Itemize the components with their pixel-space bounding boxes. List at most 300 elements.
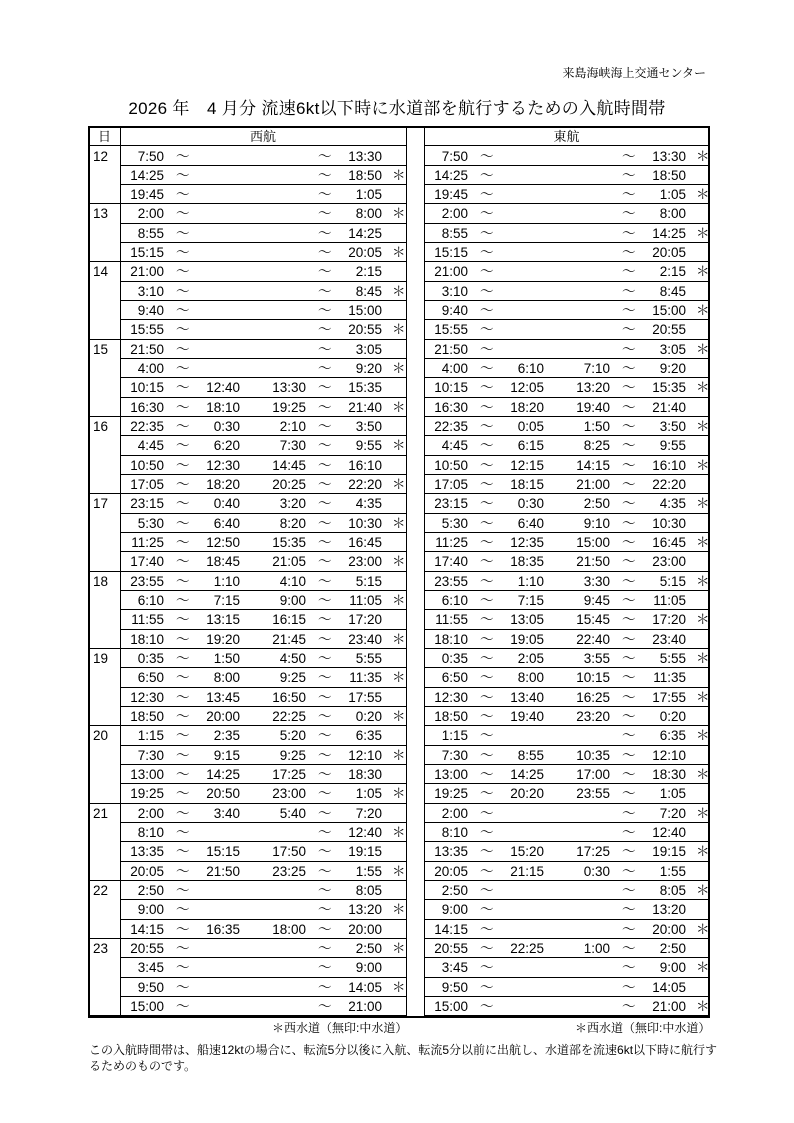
east-end-time: 20:55 — [652, 322, 686, 338]
west-start-time-2: 17:50 — [272, 844, 306, 860]
west-start-time-2: 5:20 — [279, 728, 306, 744]
tilde: ～ — [480, 303, 494, 319]
east-end-time-1: 22:25 — [510, 941, 544, 957]
tilde: ～ — [318, 960, 332, 976]
west-start-time: 22:35 — [130, 419, 164, 435]
tilde: ～ — [480, 399, 494, 415]
west-end-time: 18:30 — [348, 767, 382, 783]
west-channel-star: ＊ — [392, 902, 406, 918]
east-start-time: 18:10 — [434, 631, 468, 647]
tilde: ～ — [622, 844, 636, 860]
east-end-time: 14:05 — [652, 979, 686, 995]
west-channel-star: ＊ — [392, 399, 406, 415]
east-end-time-1: 7:15 — [517, 593, 544, 609]
west-start-time: 21:50 — [130, 341, 164, 357]
west-end-time-1: 1:50 — [213, 651, 240, 667]
west-start-time-2: 3:20 — [279, 496, 306, 512]
west-start-time: 17:05 — [130, 477, 164, 493]
tilde: ～ — [176, 573, 190, 589]
west-channel-star: ＊ — [696, 187, 710, 203]
west-start-time: 3:45 — [137, 960, 164, 976]
west-start-time: 13:35 — [130, 844, 164, 860]
tilde: ～ — [176, 825, 190, 841]
tilde: ～ — [176, 844, 190, 860]
west-end-time: 5:55 — [355, 651, 382, 667]
west-channel-star: ＊ — [696, 225, 710, 241]
tilde: ～ — [480, 960, 494, 976]
tilde: ～ — [318, 457, 332, 473]
east-end-time: 12:40 — [652, 825, 686, 841]
east-end-time-1: 2:05 — [517, 651, 544, 667]
west-end-time: 12:40 — [348, 825, 382, 841]
tilde: ～ — [480, 631, 494, 647]
tilde: ～ — [480, 264, 494, 280]
east-end-time-1: 18:20 — [510, 399, 544, 415]
west-end-time-1: 12:50 — [206, 535, 240, 551]
tilde: ～ — [480, 341, 494, 357]
tilde: ～ — [622, 979, 636, 995]
west-channel-star: ＊ — [696, 767, 710, 783]
west-start-time: 2:00 — [137, 206, 164, 222]
east-start-time-2: 21:50 — [576, 554, 610, 570]
west-end-time-1: 3:40 — [213, 805, 240, 821]
east-end-time-1: 12:35 — [510, 535, 544, 551]
tilde: ～ — [480, 805, 494, 821]
west-start-time: 9:50 — [137, 979, 164, 995]
east-end-time: 20:00 — [652, 921, 686, 937]
schedule-table — [89, 127, 709, 1017]
tilde: ～ — [622, 825, 636, 841]
west-end-time-1: 18:45 — [206, 554, 240, 570]
tilde: ～ — [318, 786, 332, 802]
tilde: ～ — [480, 844, 494, 860]
east-end-time-1: 13:40 — [510, 689, 544, 705]
tilde: ～ — [480, 457, 494, 473]
tilde: ～ — [176, 767, 190, 783]
west-start-time: 6:50 — [137, 670, 164, 686]
east-end-time: 11:05 — [653, 593, 686, 609]
tilde: ～ — [318, 902, 332, 918]
west-start-time: 18:10 — [130, 631, 164, 647]
west-start-time-2: 20:25 — [272, 477, 306, 493]
west-end-time: 2:15 — [355, 264, 382, 280]
east-end-time: 4:35 — [659, 496, 686, 512]
east-end-time-1: 6:40 — [517, 515, 544, 531]
west-end-time-1: 13:15 — [206, 612, 240, 628]
west-channel-star: ＊ — [392, 747, 406, 763]
west-start-time-2: 19:25 — [272, 399, 306, 415]
tilde: ～ — [176, 960, 190, 976]
table-border — [88, 126, 710, 1018]
tilde: ～ — [480, 438, 494, 454]
legend-east: ＊西水道（無印:中水道） — [575, 1021, 711, 1035]
west-end-time-1: 6:20 — [213, 438, 240, 454]
west-channel-star: ＊ — [392, 245, 406, 261]
east-start-time: 21:00 — [434, 264, 468, 280]
tilde: ～ — [480, 825, 494, 841]
west-channel-star: ＊ — [696, 999, 710, 1015]
west-end-time: 4:35 — [355, 496, 382, 512]
tilde: ～ — [622, 767, 636, 783]
west-start-time-2: 16:50 — [272, 689, 306, 705]
west-channel-star: ＊ — [696, 651, 710, 667]
tilde: ～ — [480, 999, 494, 1015]
tilde: ～ — [176, 979, 190, 995]
east-start-time-2: 3:55 — [583, 651, 610, 667]
east-start-time: 19:45 — [434, 187, 468, 203]
west-end-time: 21:00 — [348, 999, 382, 1015]
tilde: ～ — [176, 361, 190, 377]
west-start-time: 18:50 — [130, 709, 164, 725]
tilde: ～ — [622, 670, 636, 686]
tilde: ～ — [176, 167, 190, 183]
west-end-time: 1:05 — [355, 187, 382, 203]
west-end-time-1: 0:40 — [213, 496, 240, 512]
tilde: ～ — [622, 206, 636, 222]
tilde: ～ — [318, 515, 332, 531]
east-start-time: 2:00 — [441, 805, 468, 821]
west-end-time: 15:00 — [348, 303, 382, 319]
east-end-time-1: 12:05 — [510, 380, 544, 396]
west-start-time: 15:15 — [130, 245, 164, 261]
tilde: ～ — [622, 187, 636, 203]
west-start-time: 17:40 — [130, 554, 164, 570]
west-end-time: 9:55 — [355, 438, 382, 454]
east-start-time: 3:10 — [441, 283, 468, 299]
tilde: ～ — [480, 747, 494, 763]
tilde: ～ — [176, 535, 190, 551]
tilde: ～ — [318, 689, 332, 705]
tilde: ～ — [622, 245, 636, 261]
west-channel-star: ＊ — [392, 670, 406, 686]
tilde: ～ — [318, 709, 332, 725]
west-channel-star: ＊ — [392, 979, 406, 995]
tilde: ～ — [480, 863, 494, 879]
west-channel-star: ＊ — [392, 283, 406, 299]
west-channel-star: ＊ — [392, 477, 406, 493]
tilde: ～ — [622, 399, 636, 415]
tilde: ～ — [622, 902, 636, 918]
west-start-time-2: 16:15 — [272, 612, 306, 628]
tilde: ～ — [176, 554, 190, 570]
west-start-time: 5:30 — [137, 515, 164, 531]
west-start-time: 3:10 — [137, 283, 164, 299]
west-end-time-1: 20:50 — [206, 786, 240, 802]
west-start-time-2: 13:30 — [272, 380, 306, 396]
east-end-time: 20:05 — [652, 245, 686, 261]
east-start-time: 6:10 — [441, 593, 468, 609]
west-channel-star: ＊ — [696, 535, 710, 551]
east-start-time: 22:35 — [434, 419, 468, 435]
west-channel-star: ＊ — [696, 612, 710, 628]
tilde: ～ — [480, 515, 494, 531]
west-end-time: 17:20 — [348, 612, 382, 628]
east-end-time-1: 21:15 — [510, 863, 544, 879]
west-start-time: 20:05 — [130, 863, 164, 879]
tilde: ～ — [480, 148, 494, 164]
west-start-time: 4:45 — [137, 438, 164, 454]
tilde: ～ — [176, 612, 190, 628]
west-start-time: 8:55 — [137, 225, 164, 241]
tilde: ～ — [480, 902, 494, 918]
east-end-time-1: 14:25 — [510, 767, 544, 783]
tilde: ～ — [622, 805, 636, 821]
tilde: ～ — [622, 515, 636, 531]
east-end-time: 15:35 — [652, 380, 686, 396]
tilde: ～ — [480, 187, 494, 203]
tilde: ～ — [318, 747, 332, 763]
tilde: ～ — [622, 689, 636, 705]
east-start-time-2: 14:15 — [576, 457, 610, 473]
east-end-time-1: 19:05 — [510, 631, 544, 647]
west-start-time-2: 23:25 — [272, 863, 306, 879]
east-end-time-1: 19:40 — [510, 709, 544, 725]
west-end-time: 7:20 — [355, 805, 382, 821]
east-start-time-2: 2:50 — [583, 496, 610, 512]
east-end-time-1: 18:35 — [510, 554, 544, 570]
tilde: ～ — [176, 322, 190, 338]
tilde: ～ — [480, 979, 494, 995]
tilde: ～ — [318, 921, 332, 937]
west-end-time: 12:10 — [348, 747, 382, 763]
tilde: ～ — [176, 999, 190, 1015]
west-start-time: 6:10 — [137, 593, 164, 609]
tilde: ～ — [480, 225, 494, 241]
tilde: ～ — [622, 477, 636, 493]
west-end-time-1: 13:45 — [206, 689, 240, 705]
west-end-time-1: 19:20 — [206, 631, 240, 647]
tilde: ～ — [318, 844, 332, 860]
tilde: ～ — [622, 225, 636, 241]
west-end-time: 8:05 — [355, 883, 382, 899]
west-start-time-2: 17:25 — [272, 767, 306, 783]
tilde: ～ — [622, 941, 636, 957]
day-number: 21 — [93, 805, 109, 821]
east-start-time: 16:30 — [434, 399, 468, 415]
tilde: ～ — [318, 438, 332, 454]
tilde: ～ — [622, 438, 636, 454]
east-end-time: 7:20 — [659, 805, 686, 821]
east-end-time: 16:45 — [652, 535, 686, 551]
tilde: ～ — [480, 921, 494, 937]
east-start-time-2: 1:00 — [583, 941, 610, 957]
east-start-time: 23:55 — [434, 573, 468, 589]
west-end-time: 20:00 — [348, 921, 382, 937]
tilde: ～ — [480, 612, 494, 628]
tilde: ～ — [622, 341, 636, 357]
tilde: ～ — [480, 322, 494, 338]
west-end-time: 17:55 — [348, 689, 382, 705]
east-start-time: 13:35 — [434, 844, 468, 860]
tilde: ～ — [176, 399, 190, 415]
tilde: ～ — [318, 496, 332, 512]
tilde: ～ — [480, 554, 494, 570]
tilde: ～ — [622, 322, 636, 338]
west-end-time: 3:05 — [355, 341, 382, 357]
header-day: 日 — [89, 127, 120, 146]
east-start-time: 4:00 — [441, 361, 468, 377]
east-start-time-2: 22:40 — [576, 631, 610, 647]
west-start-time-2: 15:35 — [272, 535, 306, 551]
tilde: ～ — [318, 883, 332, 899]
tilde: ～ — [480, 535, 494, 551]
west-start-time-2: 9:25 — [279, 747, 306, 763]
west-end-time: 11:05 — [349, 593, 382, 609]
east-end-time-1: 18:15 — [510, 477, 544, 493]
tilde: ～ — [318, 303, 332, 319]
west-channel-star: ＊ — [392, 786, 406, 802]
east-start-time: 20:05 — [434, 863, 468, 879]
west-start-time-2: 4:10 — [279, 573, 306, 589]
day-number: 17 — [93, 496, 109, 512]
east-start-time-2: 15:45 — [576, 612, 610, 628]
west-channel-star: ＊ — [696, 148, 710, 164]
west-end-time-1: 6:40 — [213, 515, 240, 531]
tilde: ～ — [622, 419, 636, 435]
header-east: 東航 — [424, 127, 709, 146]
west-end-time: 11:35 — [349, 670, 382, 686]
east-end-time: 8:00 — [659, 206, 686, 222]
east-end-time: 23:00 — [652, 554, 686, 570]
west-channel-star: ＊ — [392, 206, 406, 222]
tilde: ～ — [622, 573, 636, 589]
east-end-time: 1:05 — [659, 187, 686, 203]
tilde: ～ — [176, 496, 190, 512]
tilde: ～ — [176, 283, 190, 299]
east-start-time: 14:15 — [434, 921, 468, 937]
west-channel-star: ＊ — [696, 380, 710, 396]
east-start-time: 14:25 — [434, 167, 468, 183]
west-channel-star: ＊ — [392, 167, 406, 183]
tilde: ～ — [318, 264, 332, 280]
east-end-time: 13:30 — [652, 148, 686, 164]
tilde: ～ — [176, 689, 190, 705]
west-channel-star: ＊ — [696, 689, 710, 705]
east-start-time: 2:00 — [441, 206, 468, 222]
west-start-time: 11:25 — [131, 535, 164, 551]
tilde: ～ — [318, 767, 332, 783]
west-end-time: 21:40 — [348, 399, 382, 415]
legend-west: ＊西水道（無印:中水道） — [272, 1021, 408, 1035]
west-end-time-1: 7:15 — [213, 593, 240, 609]
header-west: 西航 — [120, 127, 406, 146]
west-end-time: 19:15 — [348, 844, 382, 860]
tilde: ～ — [318, 148, 332, 164]
west-start-time: 14:15 — [130, 921, 164, 937]
west-end-time: 14:25 — [348, 225, 382, 241]
east-end-time: 6:35 — [659, 728, 686, 744]
tilde: ～ — [318, 863, 332, 879]
day-number: 13 — [93, 206, 109, 222]
west-end-time-1: 14:25 — [206, 767, 240, 783]
west-channel-star: ＊ — [696, 921, 710, 937]
tilde: ～ — [176, 670, 190, 686]
tilde: ～ — [176, 225, 190, 241]
east-end-time: 19:15 — [652, 844, 686, 860]
west-channel-star: ＊ — [696, 496, 710, 512]
west-end-time-1: 20:00 — [206, 709, 240, 725]
tilde: ～ — [318, 612, 332, 628]
east-end-time: 14:25 — [652, 225, 686, 241]
east-start-time-2: 3:30 — [583, 573, 610, 589]
day-number: 22 — [93, 883, 109, 899]
west-end-time: 9:00 — [355, 960, 382, 976]
tilde: ～ — [318, 651, 332, 667]
west-channel-star: ＊ — [696, 805, 710, 821]
west-channel-star: ＊ — [392, 825, 406, 841]
tilde: ～ — [176, 148, 190, 164]
west-end-time-1: 18:10 — [206, 399, 240, 415]
tilde: ～ — [318, 670, 332, 686]
west-end-time: 8:45 — [355, 283, 382, 299]
east-end-time: 11:35 — [653, 670, 686, 686]
east-end-time-1: 13:05 — [510, 612, 544, 628]
west-end-time: 2:50 — [355, 941, 382, 957]
west-start-time-2: 21:05 — [272, 554, 306, 570]
east-end-time-1: 6:15 — [517, 438, 544, 454]
tilde: ～ — [176, 419, 190, 435]
west-end-time: 16:45 — [348, 535, 382, 551]
tilde: ～ — [480, 573, 494, 589]
tilde: ～ — [622, 554, 636, 570]
west-end-time: 13:20 — [348, 902, 382, 918]
west-start-time-2: 2:10 — [279, 419, 306, 435]
west-start-time: 12:30 — [130, 689, 164, 705]
west-end-time: 1:05 — [355, 786, 382, 802]
east-end-time: 21:00 — [652, 999, 686, 1015]
east-end-time: 9:55 — [659, 438, 686, 454]
tilde: ～ — [318, 167, 332, 183]
tilde: ～ — [176, 902, 190, 918]
west-end-time-1: 9:15 — [213, 747, 240, 763]
west-channel-star: ＊ — [392, 941, 406, 957]
tilde: ～ — [622, 535, 636, 551]
east-end-time: 10:30 — [652, 515, 686, 531]
west-end-time-1: 15:15 — [206, 844, 240, 860]
tilde: ～ — [318, 361, 332, 377]
west-start-time: 21:00 — [130, 264, 164, 280]
east-start-time: 20:55 — [434, 941, 468, 957]
tilde: ～ — [318, 941, 332, 957]
east-end-time-1: 6:10 — [517, 361, 544, 377]
west-channel-star: ＊ — [392, 709, 406, 725]
east-start-time: 12:30 — [434, 689, 468, 705]
tilde: ～ — [622, 631, 636, 647]
tilde: ～ — [318, 535, 332, 551]
east-end-time-1: 12:15 — [510, 457, 544, 473]
tilde: ～ — [176, 341, 190, 357]
tilde: ～ — [176, 805, 190, 821]
tilde: ～ — [622, 593, 636, 609]
west-start-time: 13:00 — [130, 767, 164, 783]
tilde: ～ — [176, 786, 190, 802]
west-channel-star: ＊ — [696, 341, 710, 357]
tilde: ～ — [318, 225, 332, 241]
west-end-time: 10:30 — [348, 515, 382, 531]
tilde: ～ — [622, 960, 636, 976]
east-start-time-2: 1:50 — [583, 419, 610, 435]
east-start-time-2: 17:00 — [576, 767, 610, 783]
east-start-time-2: 9:10 — [583, 515, 610, 531]
west-end-time: 8:00 — [355, 206, 382, 222]
west-start-time: 10:15 — [130, 380, 164, 396]
west-channel-star: ＊ — [696, 728, 710, 744]
west-channel-star: ＊ — [696, 844, 710, 860]
tilde: ～ — [176, 921, 190, 937]
east-start-time: 17:40 — [434, 554, 468, 570]
tilde: ～ — [318, 554, 332, 570]
east-start-time: 9:50 — [441, 979, 468, 995]
